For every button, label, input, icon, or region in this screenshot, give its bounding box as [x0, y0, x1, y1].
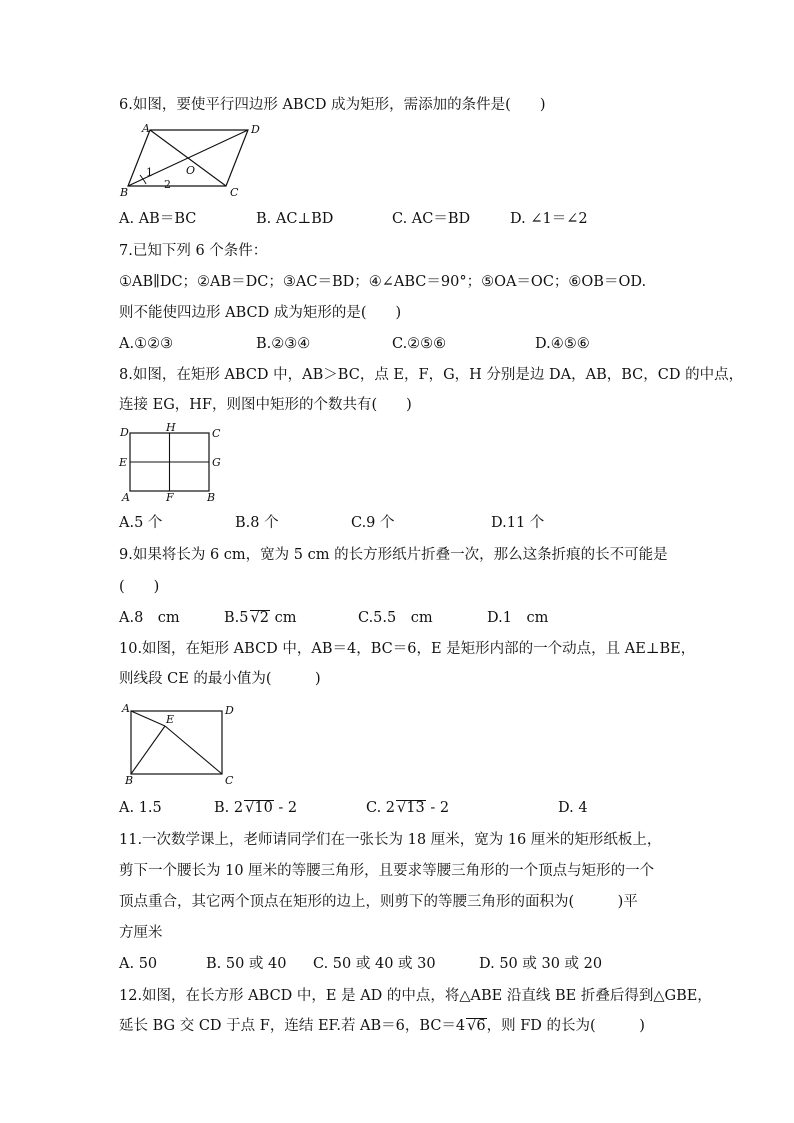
- q9-stem-line2: ( ): [119, 579, 160, 595]
- q10-option-d[interactable]: D. 4: [558, 800, 588, 816]
- q8-label-g: G: [212, 456, 221, 469]
- q8-stem-line1: 8.如图，在矩形 ABCD 中，AB＞BC，点 E，F，G，H 分别是边 DA，AB，BC，CD 的中点，: [119, 367, 744, 383]
- q9-option-a[interactable]: A.8 cm: [119, 610, 180, 626]
- q8-rectangle-figure: [116, 422, 226, 504]
- q7-option-a[interactable]: A.①②③: [119, 336, 174, 352]
- q8-label-d: D: [120, 426, 129, 439]
- q8-label-c: C: [212, 427, 221, 440]
- q8-option-a[interactable]: A.5 个: [119, 515, 163, 531]
- q6-option-d[interactable]: D. ∠1＝∠2: [510, 211, 588, 227]
- q10-label-c: C: [225, 774, 234, 787]
- q6-option-a[interactable]: A. AB＝BC: [119, 211, 197, 227]
- q8-label-f: F: [166, 491, 174, 504]
- q8-stem-line2: 连接 EG，HF，则图中矩形的个数共有( ): [119, 397, 412, 413]
- q11-option-d[interactable]: D. 50 或 30 或 20: [479, 956, 603, 972]
- q10-segment-ae: [131, 711, 165, 726]
- q10-rectangle: [131, 711, 222, 774]
- q9-option-b-radical: √2: [250, 610, 269, 626]
- q6-option-b[interactable]: B. AC⊥BD: [256, 211, 334, 227]
- q6-label-b: B: [120, 186, 129, 199]
- q6-label-c: C: [230, 186, 239, 199]
- q7-conditions: ①AB∥DC；②AB＝DC；③AC＝BD；④∠ABC＝90°；⑤OA＝OC；⑥OB＝OD.: [119, 274, 647, 290]
- q9-option-c[interactable]: C.5.5 cm: [358, 610, 433, 626]
- q8-label-e: E: [119, 456, 128, 469]
- q10-rectangle-figure: [118, 700, 243, 790]
- q6-parallelogram-figure: [120, 122, 270, 200]
- q12-line2: 延长 BG 交 CD 于点 F，连结 EF.若 AB＝6，BC＝4 √6，则 FD 的长为( ): [119, 1018, 645, 1034]
- q7-stem: 7.已知下列 6 个条件：: [119, 243, 268, 259]
- q10-segment-ec: [165, 726, 222, 774]
- q6-label-a: A: [142, 122, 150, 135]
- q11-line1: 11.一次数学课上，老师请同学们在一张长为 18 厘米，宽为 16 厘米的矩形纸板上，: [119, 832, 662, 848]
- q6-angle-1: 1: [146, 166, 153, 179]
- q7-question: 则不能使四边形 ABCD 成为矩形的是( ): [119, 305, 402, 321]
- q8-option-c[interactable]: C.9 个: [351, 515, 395, 531]
- q7-option-d[interactable]: D.④⑤⑥: [535, 336, 590, 352]
- q10-stem-line1: 10.如图，在矩形 ABCD 中，AB＝4，BC＝6，E 是矩形内部的一个动点，且 AE⊥BE，: [119, 641, 696, 657]
- q7-option-c[interactable]: C.②⑤⑥: [392, 336, 447, 352]
- q9-option-d[interactable]: D.1 cm: [487, 610, 549, 626]
- q11-line3: 顶点重合，其它两个顶点在矩形的边上，则剪下的等腰三角形的面积为( )平: [119, 894, 638, 910]
- q9-stem-line1: 9.如果将长为 6 cm，宽为 5 cm 的长方形纸片折叠一次，那么这条折痕的长不可能是: [119, 547, 668, 563]
- q11-option-c[interactable]: C. 50 或 40 或 30: [313, 956, 436, 972]
- q11-option-b[interactable]: B. 50 或 40: [206, 956, 287, 972]
- q11-line4: 方厘米: [119, 925, 163, 941]
- q10-label-a: A: [122, 702, 130, 715]
- q8-label-h: H: [166, 421, 176, 434]
- q10-option-b-radical: √10: [245, 800, 273, 816]
- q10-stem-line2: 则线段 CE 的最小值为( ): [119, 671, 321, 687]
- q6-angle-2: 2: [164, 178, 171, 191]
- q7-option-b[interactable]: B.②③④: [256, 336, 311, 352]
- q10-segment-be: [131, 726, 165, 774]
- q6-stem: 6.如图，要使平行四边形 ABCD 成为矩形，需添加的条件是( ): [119, 97, 546, 113]
- q11-line2: 剪下一个腰长为 10 厘米的等腰三角形，且要求等腰三角形的一个顶点与矩形的一个: [119, 863, 655, 879]
- q10-option-c-radical: √13: [397, 800, 425, 816]
- q8-option-b[interactable]: B.8 个: [235, 515, 279, 531]
- q12-radical: √6: [467, 1018, 486, 1034]
- q12-line1: 12.如图，在长方形 ABCD 中，E 是 AD 的中点，将△ABE 沿直线 BE 折叠后得到△GBE，: [119, 988, 712, 1004]
- q10-option-a[interactable]: A. 1.5: [119, 800, 162, 816]
- q8-option-d[interactable]: D.11 个: [491, 515, 545, 531]
- q10-label-b: B: [125, 774, 134, 787]
- q10-option-b[interactable]: B. 2 √10 - 2: [214, 800, 298, 816]
- q10-label-e: E: [166, 713, 175, 726]
- q8-label-b: B: [207, 491, 216, 504]
- q6-label-d: D: [251, 123, 260, 136]
- q8-label-a: A: [122, 491, 130, 504]
- q9-option-b[interactable]: B.5 √2 cm: [224, 610, 297, 626]
- q6-option-c[interactable]: C. AC＝BD: [392, 211, 471, 227]
- q10-label-d: D: [225, 704, 234, 717]
- q6-label-o: O: [186, 164, 196, 177]
- q10-option-c[interactable]: C. 2 √13 - 2: [366, 800, 450, 816]
- q11-option-a[interactable]: A. 50: [119, 956, 158, 972]
